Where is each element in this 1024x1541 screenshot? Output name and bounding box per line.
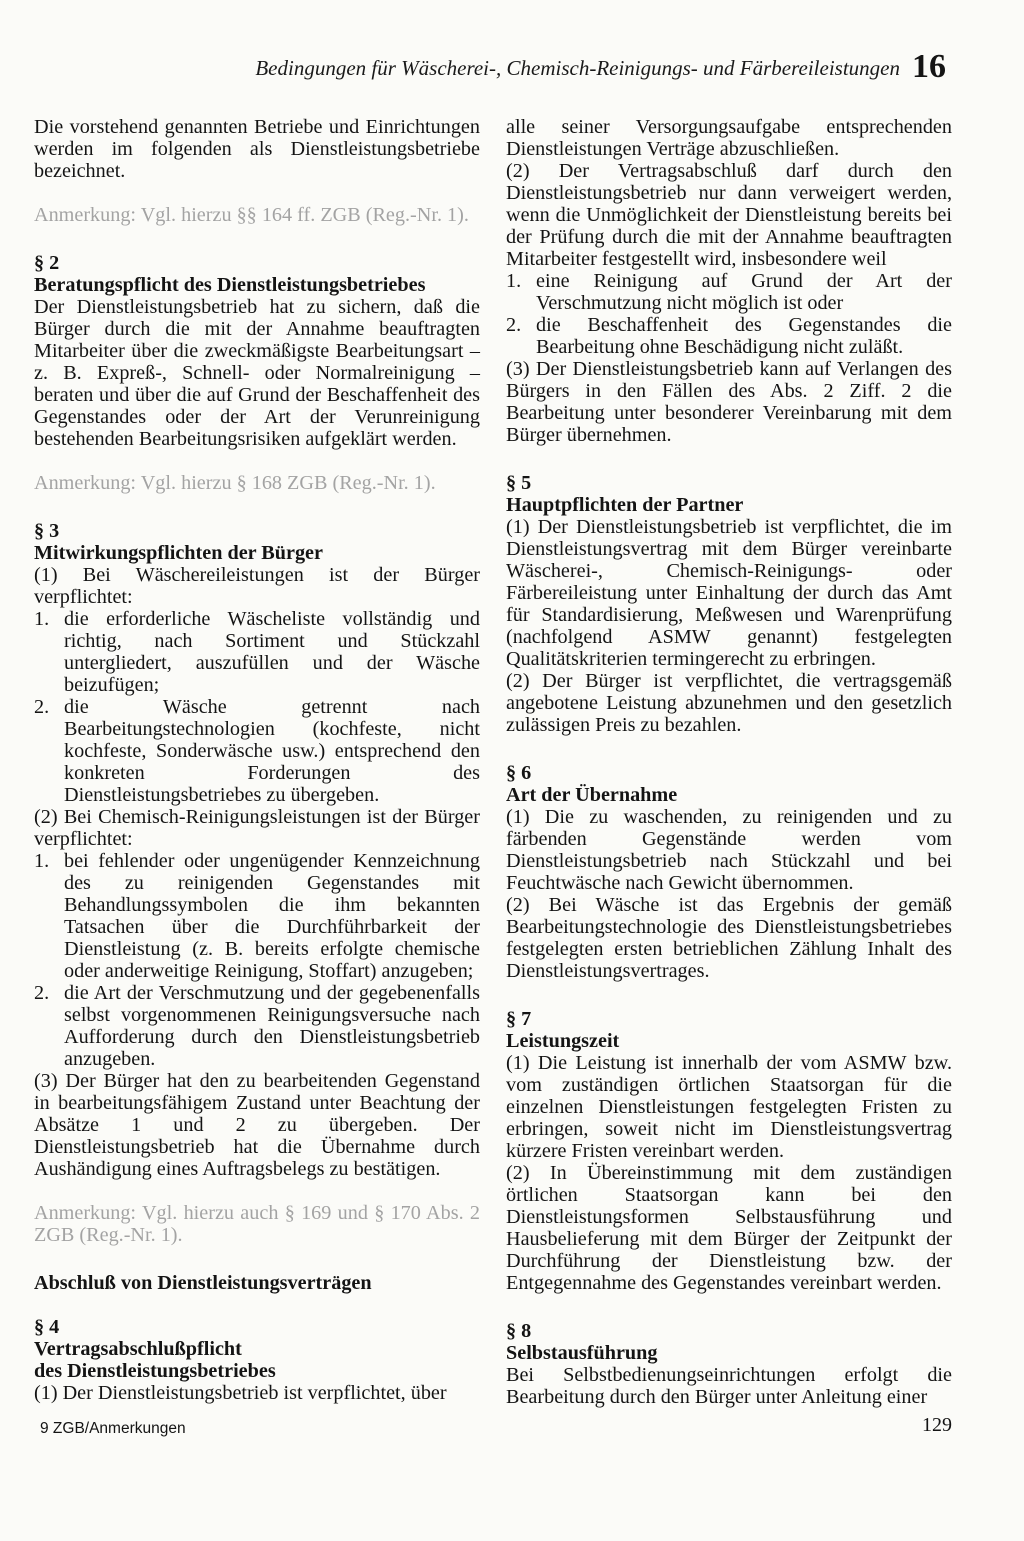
section-title: Mitwirkungspflichten der Bürger [34, 542, 323, 564]
list-item-number: 2. [506, 314, 522, 336]
list-item [506, 314, 952, 358]
running-header: Bedingungen für Wäscherei-, Chemisch-Reinigungs- und Färbereileistungen [255, 56, 900, 80]
list-item-text: bei fehlender oder ungenügender Kennzeichnung des zu reinigenden Gegenstandes mit Behandlungssymbolen die ihm bekannten Tatsachen über die Durchführbarkeit der Dienstleistung (z. B. bereits erfolgte chemische oder anderweitige Reinigung, Stoffart) anzugeben; [64, 850, 480, 982]
list-item-number: 1. [34, 608, 50, 630]
list-item-text: die erforderliche Wäscheliste vollständig und richtig, nach Sortiment und Stückzahl untergliedert, auszufüllen und der Wäsche beizufügen; [64, 608, 480, 696]
section-paragraph: alle seiner Versorgungsaufgabe entsprechenden Dienstleistungen Verträge abzuschließen. [506, 116, 952, 160]
section-paragraph: (1) Bei Wäschereileistungen ist der Bürger verpflichtet: [34, 564, 480, 608]
section-title: Art der Übernahme [506, 784, 678, 806]
section-title: des Dienstleistungsbetriebes [34, 1360, 276, 1382]
section-number: § 8 [506, 1320, 532, 1342]
list-item [34, 608, 480, 696]
list-item [34, 850, 480, 982]
section-paragraph: (1) Der Dienstleistungsbetrieb ist verpflichtet, über [34, 1382, 447, 1404]
section-paragraph: Bei Selbstbedienungseinrichtungen erfolgt die Bearbeitung durch den Bürger unter Anleitung einer [506, 1364, 952, 1408]
section-paragraph: (2) Bei Chemisch-Reinigungsleistungen ist der Bürger verpflichtet: [34, 806, 480, 850]
section-title: Vertragsabschlußpflicht [34, 1338, 242, 1360]
section-number: § 6 [506, 762, 532, 784]
list-item-text: die Art der Verschmutzung und der gegebenenfalls selbst vorgenommenen Reinigungsversuche nach Aufforderung durch den Dienstleistungsbetrieb anzugeben. [64, 982, 480, 1070]
section-paragraph: (2) Der Bürger ist verpflichtet, die vertragsgemäß angebotene Leistung abzunehmen und den gesetzlich zulässigen Preis zu bezahlen. [506, 670, 952, 736]
left-column [34, 116, 480, 1404]
section-number: § 4 [34, 1316, 60, 1338]
section-title: Selbstausführung [506, 1342, 658, 1364]
list-item-number: 1. [506, 270, 522, 292]
intro-paragraph: Die vorstehend genannten Betriebe und Einrichtungen werden im folgenden als Dienstleistungsbetriebe bezeichnet. [34, 116, 480, 182]
annotation-note: Anmerkung: Vgl. hierzu § 168 ZGB (Reg.-Nr. 1). [34, 472, 436, 494]
section-paragraph: (1) Die zu waschenden, zu reinigenden und zu färbenden Gegenstände werden vom Dienstleistungsbetrieb nach Stückzahl und bei Feuchtwäsche nach Gewicht übernommen. [506, 806, 952, 894]
list-item [34, 696, 480, 806]
print-signature: 9 ZGB/Anmerkungen [40, 1420, 186, 1437]
list-item-text: die Wäsche getrennt nach Bearbeitungstechnologien (kochfeste, nicht kochfeste, Sonderwäsche usw.) entsprechend den konkreten Forderungen des Dienstleistungsbetriebes zu übergeben. [64, 696, 480, 806]
section-number: § 3 [34, 520, 60, 542]
section-paragraph: (2) In Übereinstimmung mit dem zuständigen örtlichen Staatsorgan kann bei den Dienstleistungsformen Selbstausführung und Hausbelieferung mit dem Bürger der Zeitpunkt der Durchführung der Dienstleistung bzw. der Entgegennahme des Gegenstandes vereinbart werden. [506, 1162, 952, 1294]
section-title: Hauptpflichten der Partner [506, 494, 744, 516]
section-title: Beratungspflicht des Dienstleistungsbetriebes [34, 274, 426, 296]
section-number: § 7 [506, 1008, 532, 1030]
list-item-number: 1. [34, 850, 50, 872]
section-title: Leistungszeit [506, 1030, 620, 1052]
section-paragraph: (1) Der Dienstleistungsbetrieb ist verpflichtet, die im Dienstleistungsvertrag mit dem Bürger vereinbarte Wäscherei-, Chemisch-Reinigungs- oder Färbereileistung unter Einhaltung der durch das Amt für Standardisierung, Meßwesen und Warenprüfung (nachfolgend ASMW genannt) festgelegten Qualitätskriterien termingerecht zu erbringen. [506, 516, 952, 670]
section-paragraph: Der Dienstleistungsbetrieb hat zu sichern, daß die Bürger durch die mit der Annahme beauftragten Mitarbeiter über die zweckmäßigste Bearbeitungsart – z. B. Expreß-, Schnell- oder Normalreinigung – beraten und über die auf Grund der Beschaffenheit des Gegenstandes oder der Art der Verunreinigung bestehenden Bearbeitungsrisiken aufgeklärt werden. [34, 296, 480, 450]
chapter-number: 16 [912, 48, 946, 85]
list-item [34, 982, 480, 1070]
annotation-note: Anmerkung: Vgl. hierzu auch § 169 und § 170 Abs. 2 ZGB (Reg.-Nr. 1). [34, 1202, 480, 1246]
page-number: 129 [922, 1414, 952, 1436]
list-item-number: 2. [34, 696, 50, 718]
section-paragraph: (1) Die Leistung ist innerhalb der vom ASMW bzw. vom zuständigen örtlichen Staatsorgan für die einzelnen Dienstleistungen festgelegten Fristen zu erbringen, soweit nicht im Dienstleistungsvertrag kürzere Fristen vereinbart werden. [506, 1052, 952, 1162]
section-paragraph: (3) Der Dienstleistungsbetrieb kann auf Verlangen des Bürgers in den Fällen des Abs. 2 Ziff. 2 die Bearbeitung unter besonderer Vereinbarung mit dem Bürger übernehmen. [506, 358, 952, 446]
list-item-number: 2. [34, 982, 50, 1004]
list-item-text: eine Reinigung auf Grund der Art der Verschmutzung nicht möglich ist oder [536, 270, 952, 314]
list-item-text: die Beschaffenheit des Gegenstandes die Bearbeitung ohne Beschädigung nicht zuläßt. [536, 314, 952, 358]
section-paragraph: (2) Der Vertragsabschluß darf durch den Dienstleistungsbetrieb nur dann verweigert werden, wenn die Unmöglichkeit der Dienstleistung bereits bei der Prüfung durch die mit der Annahme beauftragten Mitarbeiter festgestellt wird, insbesondere weil [506, 160, 952, 270]
part-subheading: Abschluß von Dienstleistungsverträgen [34, 1272, 372, 1294]
list-item [506, 270, 952, 314]
section-paragraph: (2) Bei Wäsche ist das Ergebnis der gemäß Bearbeitungstechnologie des Dienstleistungsbetriebes festgelegten ersten betrieblichen Zählung Inhalt des Dienstleistungsvertrages. [506, 894, 952, 982]
section-paragraph: (3) Der Bürger hat den zu bearbeitenden Gegenstand in bearbeitungsfähigem Zustand unter Beachtung der Absätze 1 und 2 zu übergeben. Der Dienstleistungsbetrieb hat die Übernahme durch Aushändigung eines Auftragsbelegs zu bestätigen. [34, 1070, 480, 1180]
right-column [506, 116, 952, 1408]
section-number: § 2 [34, 252, 60, 274]
annotation-note: Anmerkung: Vgl. hierzu §§ 164 ff. ZGB (Reg.-Nr. 1). [34, 204, 469, 226]
section-number: § 5 [506, 472, 532, 494]
